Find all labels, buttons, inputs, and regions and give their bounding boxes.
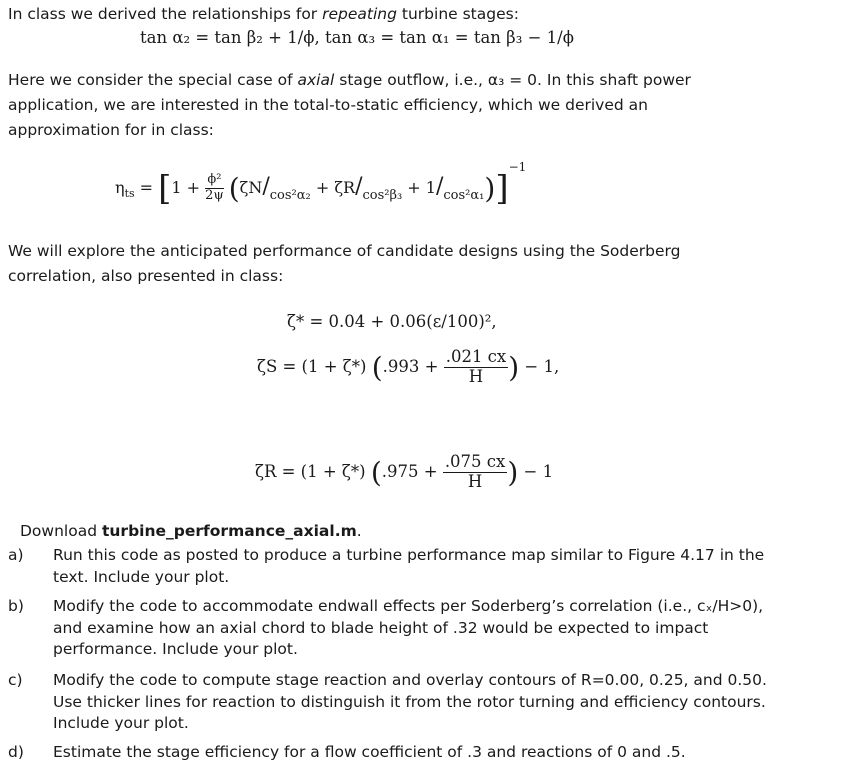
question-body bbox=[53, 545, 764, 588]
download-text: Download bbox=[20, 522, 102, 540]
question-label: b) bbox=[8, 597, 24, 615]
repeating-stage-relations: tan α₂ = tan β₂ + 1/ϕ, tan α₃ = tan α₁ = tan β₃ − 1/ϕ bbox=[140, 28, 574, 47]
zeta-s-fraction bbox=[444, 348, 509, 387]
zeta-r-numerator: .075 cx bbox=[444, 452, 506, 471]
plus-2: + bbox=[407, 178, 421, 197]
left-paren: ( bbox=[228, 172, 240, 205]
question-line: text. Include your plot. bbox=[53, 567, 230, 586]
cos-alpha2: cos²α₂ bbox=[269, 188, 311, 203]
zeta-r-lhs: ζR = (1 + ζ*) bbox=[255, 461, 366, 481]
efficiency-equation bbox=[115, 160, 526, 209]
slash: / bbox=[435, 174, 444, 199]
question-line: Include your plot. bbox=[53, 714, 189, 732]
exponent: −1 bbox=[508, 160, 527, 174]
soderberg-line-2: correlation, also presented in class: bbox=[8, 267, 284, 285]
question-line: Run this code as posted to produce a turbine performance map similar to Figure 4.17 in the bbox=[53, 546, 765, 564]
zeta-r-tail: − 1 bbox=[523, 461, 554, 481]
zeta-r-equation bbox=[255, 453, 553, 492]
question-body bbox=[53, 742, 686, 764]
cos-alpha1: cos²α₁ bbox=[443, 188, 485, 203]
phi-squared: ϕ² bbox=[205, 173, 223, 189]
paren-close: ) bbox=[507, 455, 519, 489]
intro-line bbox=[8, 4, 519, 25]
question-label: d) bbox=[8, 743, 24, 761]
zeta-r: ζR bbox=[334, 178, 356, 197]
question-label: a) bbox=[8, 546, 24, 564]
special-case-line-1 bbox=[8, 70, 691, 91]
intro-text-post: turbine stages: bbox=[396, 5, 519, 23]
special-case-post: stage outflow, i.e., α₃ = 0. In this shaft power bbox=[334, 71, 691, 89]
plus-1: + bbox=[315, 178, 330, 197]
question-body bbox=[53, 670, 767, 735]
eta-symbol: η bbox=[115, 178, 125, 197]
zeta-r-fraction bbox=[443, 453, 508, 492]
phi-psi-fraction bbox=[205, 173, 223, 204]
left-bracket: [ bbox=[158, 168, 172, 209]
download-filename[interactable]: turbine_performance_axial.m bbox=[101, 522, 357, 540]
one-numerator: 1 bbox=[425, 178, 436, 197]
slash: / bbox=[355, 174, 363, 199]
question-line: Estimate the stage efficiency for a flow coefficient of .3 and reactions of 0 and .5. bbox=[53, 743, 686, 761]
right-bracket: ] bbox=[495, 168, 509, 209]
paren-open: ( bbox=[371, 350, 383, 384]
two-psi: 2ψ bbox=[205, 188, 224, 203]
intro-emphasis: repeating bbox=[322, 5, 397, 23]
special-case-line-2: application, we are interested in the total-to-static efficiency, which we derived an bbox=[8, 96, 648, 114]
eta-subscript: ts bbox=[124, 186, 135, 200]
soderberg-line-1: We will explore the anticipated performance of candidate designs using the Soderberg bbox=[8, 242, 681, 260]
question-line: performance. Include your plot. bbox=[53, 640, 298, 658]
zeta-s-numerator: .021 cx bbox=[445, 347, 507, 366]
zeta-s-lhs: ζS = (1 + ζ*) bbox=[257, 356, 367, 376]
question-body bbox=[53, 596, 763, 661]
cos-beta3: cos²β₃ bbox=[362, 188, 403, 203]
zeta-r-denominator: H bbox=[467, 471, 483, 491]
download-period: . bbox=[356, 522, 362, 540]
one-plus: 1 + bbox=[171, 178, 201, 197]
zeta-n: ζN bbox=[239, 178, 263, 197]
zeta-s-tail: − 1, bbox=[524, 356, 560, 376]
paren-open: ( bbox=[370, 455, 382, 489]
question-label: c) bbox=[8, 671, 23, 689]
intro-text-pre: In class we derived the relationships for bbox=[8, 5, 323, 23]
equals-sign: = bbox=[139, 178, 154, 197]
question-line: Use thicker lines for reaction to distinguish it from the rotor turning and efficiency contours. bbox=[53, 692, 766, 711]
question-line: and examine how an axial chord to blade height of .32 would be expected to impact bbox=[53, 618, 709, 637]
special-case-line-3: approximation for in class: bbox=[8, 121, 214, 139]
special-case-pre: Here we consider the special case of bbox=[8, 71, 298, 89]
zeta-star-equation: ζ* = 0.04 + 0.06(ε/100)², bbox=[287, 312, 497, 331]
zeta-r-inner: .975 + bbox=[381, 461, 438, 481]
zeta-s-equation bbox=[257, 348, 559, 387]
question-line: Modify the code to accommodate endwall effects per Soderberg’s correlation (i.e., cₓ/H>0), bbox=[53, 597, 764, 615]
paren-close: ) bbox=[508, 350, 520, 384]
special-case-emphasis: axial bbox=[297, 71, 335, 89]
zeta-s-inner: .993 + bbox=[382, 356, 439, 376]
slash: / bbox=[262, 174, 270, 199]
download-line bbox=[20, 521, 362, 542]
zeta-s-denominator: H bbox=[468, 366, 484, 386]
right-paren: ) bbox=[484, 172, 496, 205]
question-line: Modify the code to compute stage reaction and overlay contours of R=0.00, 0.25, and 0.50. bbox=[53, 671, 767, 689]
